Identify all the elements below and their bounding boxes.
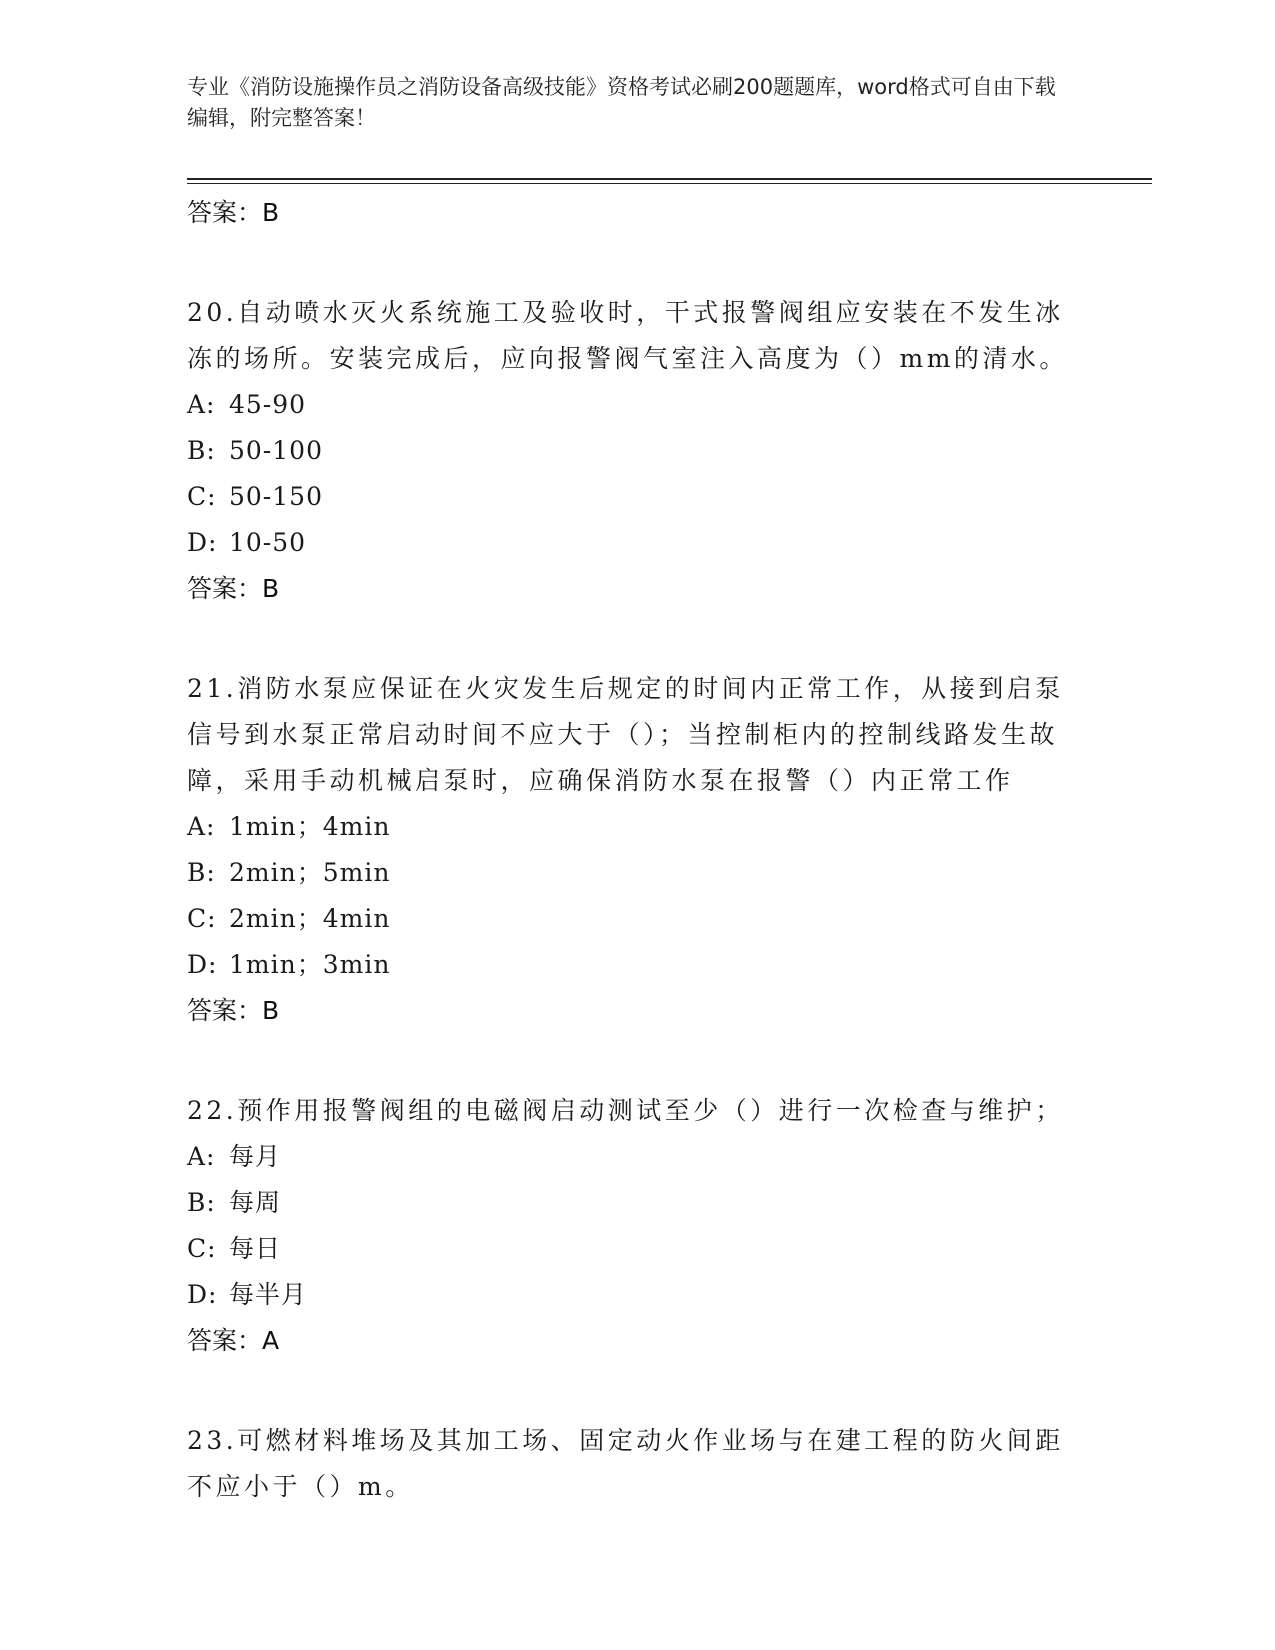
option-item (187, 474, 1087, 520)
option-item (187, 1226, 1087, 1272)
option-key: D: (187, 950, 218, 979)
option-item (187, 520, 1087, 566)
question-text: 21.消防水泵应保证在火灾发生后规定的时间内正常工作，从接到启泵信号到水泵正常启动时间不应大于（）；当控制柜内的控制线路发生故障，采用手动机械启泵时，应确保消防水泵在报警（）内正常工作 (187, 674, 1064, 795)
question-item (187, 1418, 1087, 1510)
document-header: 专业《消防设施操作员之消防设备高级技能》资格考试必刷200题题库，word格式可自由下载编辑，附完整答案！ (187, 75, 1056, 130)
question-text: 23.可燃材料堆场及其加工场、固定动火作业场与在建工程的防火间距不应小于（）m。 (187, 1426, 1064, 1501)
option-value: 50-150 (229, 482, 323, 511)
option-item (187, 942, 1087, 988)
header-rule-thin (187, 183, 1152, 184)
option-value: 每日 (229, 1234, 282, 1263)
question-text: 22.预作用报警阀组的电磁阀启动测试至少（）进行一次检查与维护； (187, 1096, 1064, 1125)
option-value: 每周 (229, 1188, 282, 1217)
option-item (187, 850, 1087, 896)
question-item (187, 666, 1087, 1033)
answer-line: 答案：B (187, 198, 280, 227)
option-value: 每月 (229, 1142, 282, 1171)
answer-line: 答案：A (187, 1326, 280, 1355)
option-key: D: (187, 528, 218, 557)
option-key: B: (187, 1188, 216, 1217)
option-item (187, 428, 1087, 474)
option-item (187, 1180, 1087, 1226)
question-text: 20.自动喷水灭火系统施工及验收时，干式报警阀组应安装在不发生冰冻的场所。安装完成后，应向报警阀气室注入高度为（）mm的清水。 (187, 298, 1068, 373)
option-key: C: (187, 904, 217, 933)
option-item (187, 804, 1087, 850)
option-key: A: (187, 390, 216, 419)
question-list (187, 190, 1087, 1510)
option-key: C: (187, 482, 217, 511)
header-rule (187, 178, 1152, 180)
option-item (187, 1134, 1087, 1180)
option-key: A: (187, 1142, 216, 1171)
answer-line: 答案：B (187, 996, 280, 1025)
option-value: 50-100 (229, 436, 323, 465)
option-value: 1min；4min (229, 812, 391, 841)
option-value: 每半月 (229, 1280, 308, 1309)
option-item (187, 1272, 1087, 1318)
option-value: 2min；5min (229, 858, 391, 887)
option-key: C: (187, 1234, 217, 1263)
option-value: 45-90 (229, 390, 307, 419)
option-value: 10-50 (229, 528, 307, 557)
question-item (187, 1088, 1087, 1363)
option-key: D: (187, 1280, 218, 1309)
option-value: 1min；3min (229, 950, 391, 979)
answer-line: 答案：B (187, 574, 280, 603)
option-value: 2min；4min (229, 904, 391, 933)
option-item (187, 382, 1087, 428)
option-key: A: (187, 812, 216, 841)
question-item (187, 290, 1087, 611)
option-item (187, 896, 1087, 942)
option-key: B: (187, 436, 216, 465)
option-key: B: (187, 858, 216, 887)
